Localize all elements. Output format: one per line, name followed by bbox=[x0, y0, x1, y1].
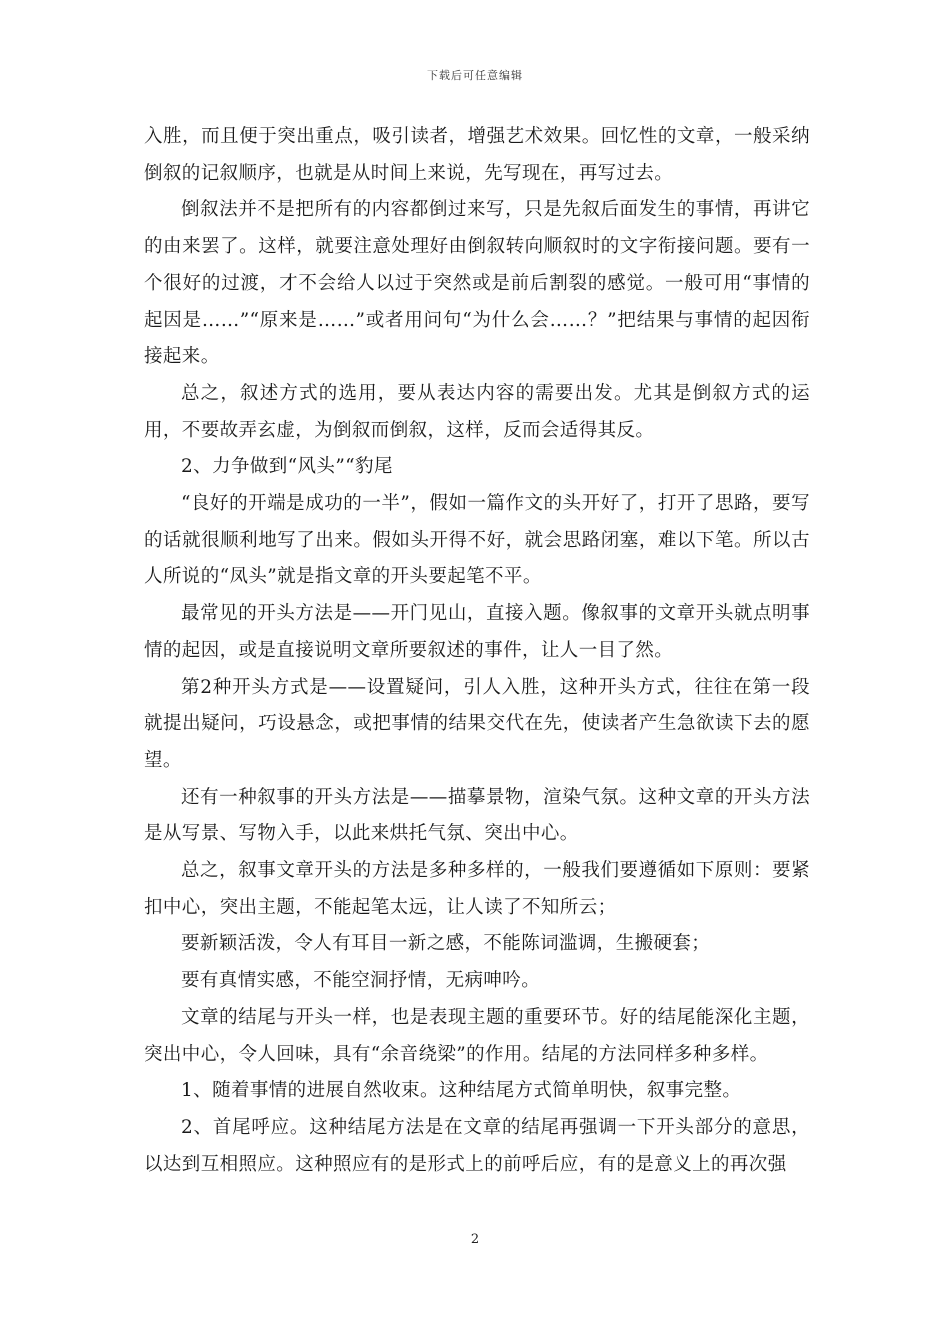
paragraph: 总之，叙事文章开头的方法是多种多样的，一般我们要遵循如下原则：要紧扣中心，突出主题，不能起笔太远，让人读了不知所云； bbox=[144, 860, 810, 918]
paragraph: 要新颖活泼，令人有耳目一新之感，不能陈词滥调，生搬硬套； bbox=[181, 933, 711, 955]
page-number: 2 bbox=[470, 1232, 480, 1247]
paragraph: 要有真情实感，不能空洞抒情，无病呻吟。 bbox=[181, 970, 541, 992]
paragraph: 最常见的开头方法是——开门见山，直接入题。像叙事的文章开头就点明事情的起因，或是直接说明文章所要叙述的事件，让人一目了然。 bbox=[144, 603, 810, 661]
document-body bbox=[144, 119, 810, 1183]
paragraph: 入胜，而且便于突出重点，吸引读者，增强艺术效果。回忆性的文章，一般采纳倒叙的记叙顺序，也就是从时间上来说，先写现在，再写过去。 bbox=[144, 126, 810, 184]
section-heading: 2、力争做到“风头”“豹尾 bbox=[181, 456, 393, 478]
paragraph: 倒叙法并不是把所有的内容都倒过来写，只是先叙后面发生的事情，再讲它的由来罢了。这样，就要注意处理好由倒叙转向顺叙时的文字衔接问题。要有一个很好的过渡，才不会给人以过于突然或是前后割裂的感觉。一般可用“事情的起因是……”“原来是……”或者用问句“为什么会……？”把结果与事情的起因衔接起来。 bbox=[144, 199, 810, 368]
paragraph: 文章的结尾与开头一样，也是表现主题的重要环节。好的结尾能深化主题，突出中心，令人回味，具有“余音绕梁”的作用。结尾的方法同样多种多样。 bbox=[144, 1006, 810, 1065]
paragraph: 2、首尾呼应。这种结尾方法是在文章的结尾再强调一下开头部分的意思，以达到互相照应。这种照应有的是形式上的前呼后应，有的是意义上的再次强 bbox=[144, 1116, 810, 1175]
paragraph: 1、随着事情的进展自然收束。这种结尾方式简单明快，叙事完整。 bbox=[181, 1080, 742, 1102]
paragraph: 第2种开头方式是——设置疑问，引人入胜，这种开头方式，往往在第一段就提出疑问，巧设悬念，或把事情的结果交代在先，使读者产生急欲读下去的愿望。 bbox=[144, 676, 810, 771]
paragraph: 总之，叙述方式的选用，要从表达内容的需要出发。尤其是倒叙方式的运用，不要故弄玄虚，为倒叙而倒叙，这样，反而会适得其反。 bbox=[144, 382, 810, 441]
paragraph: 还有一种叙事的开头方法是——描摹景物，渲染气氛。这种文章的开头方法是从写景、写物入手，以此来烘托气氛、突出中心。 bbox=[144, 786, 810, 845]
paragraph: “良好的开端是成功的一半”，假如一篇作文的头开好了，打开了思路，要写的话就很顺利地写了出来。假如头开得不好，就会思路闭塞，难以下笔。所以古人所说的“凤头”就是指文章的开头要起笔不平。 bbox=[144, 493, 810, 588]
page-header: 下载后可任意编辑 bbox=[427, 69, 523, 82]
